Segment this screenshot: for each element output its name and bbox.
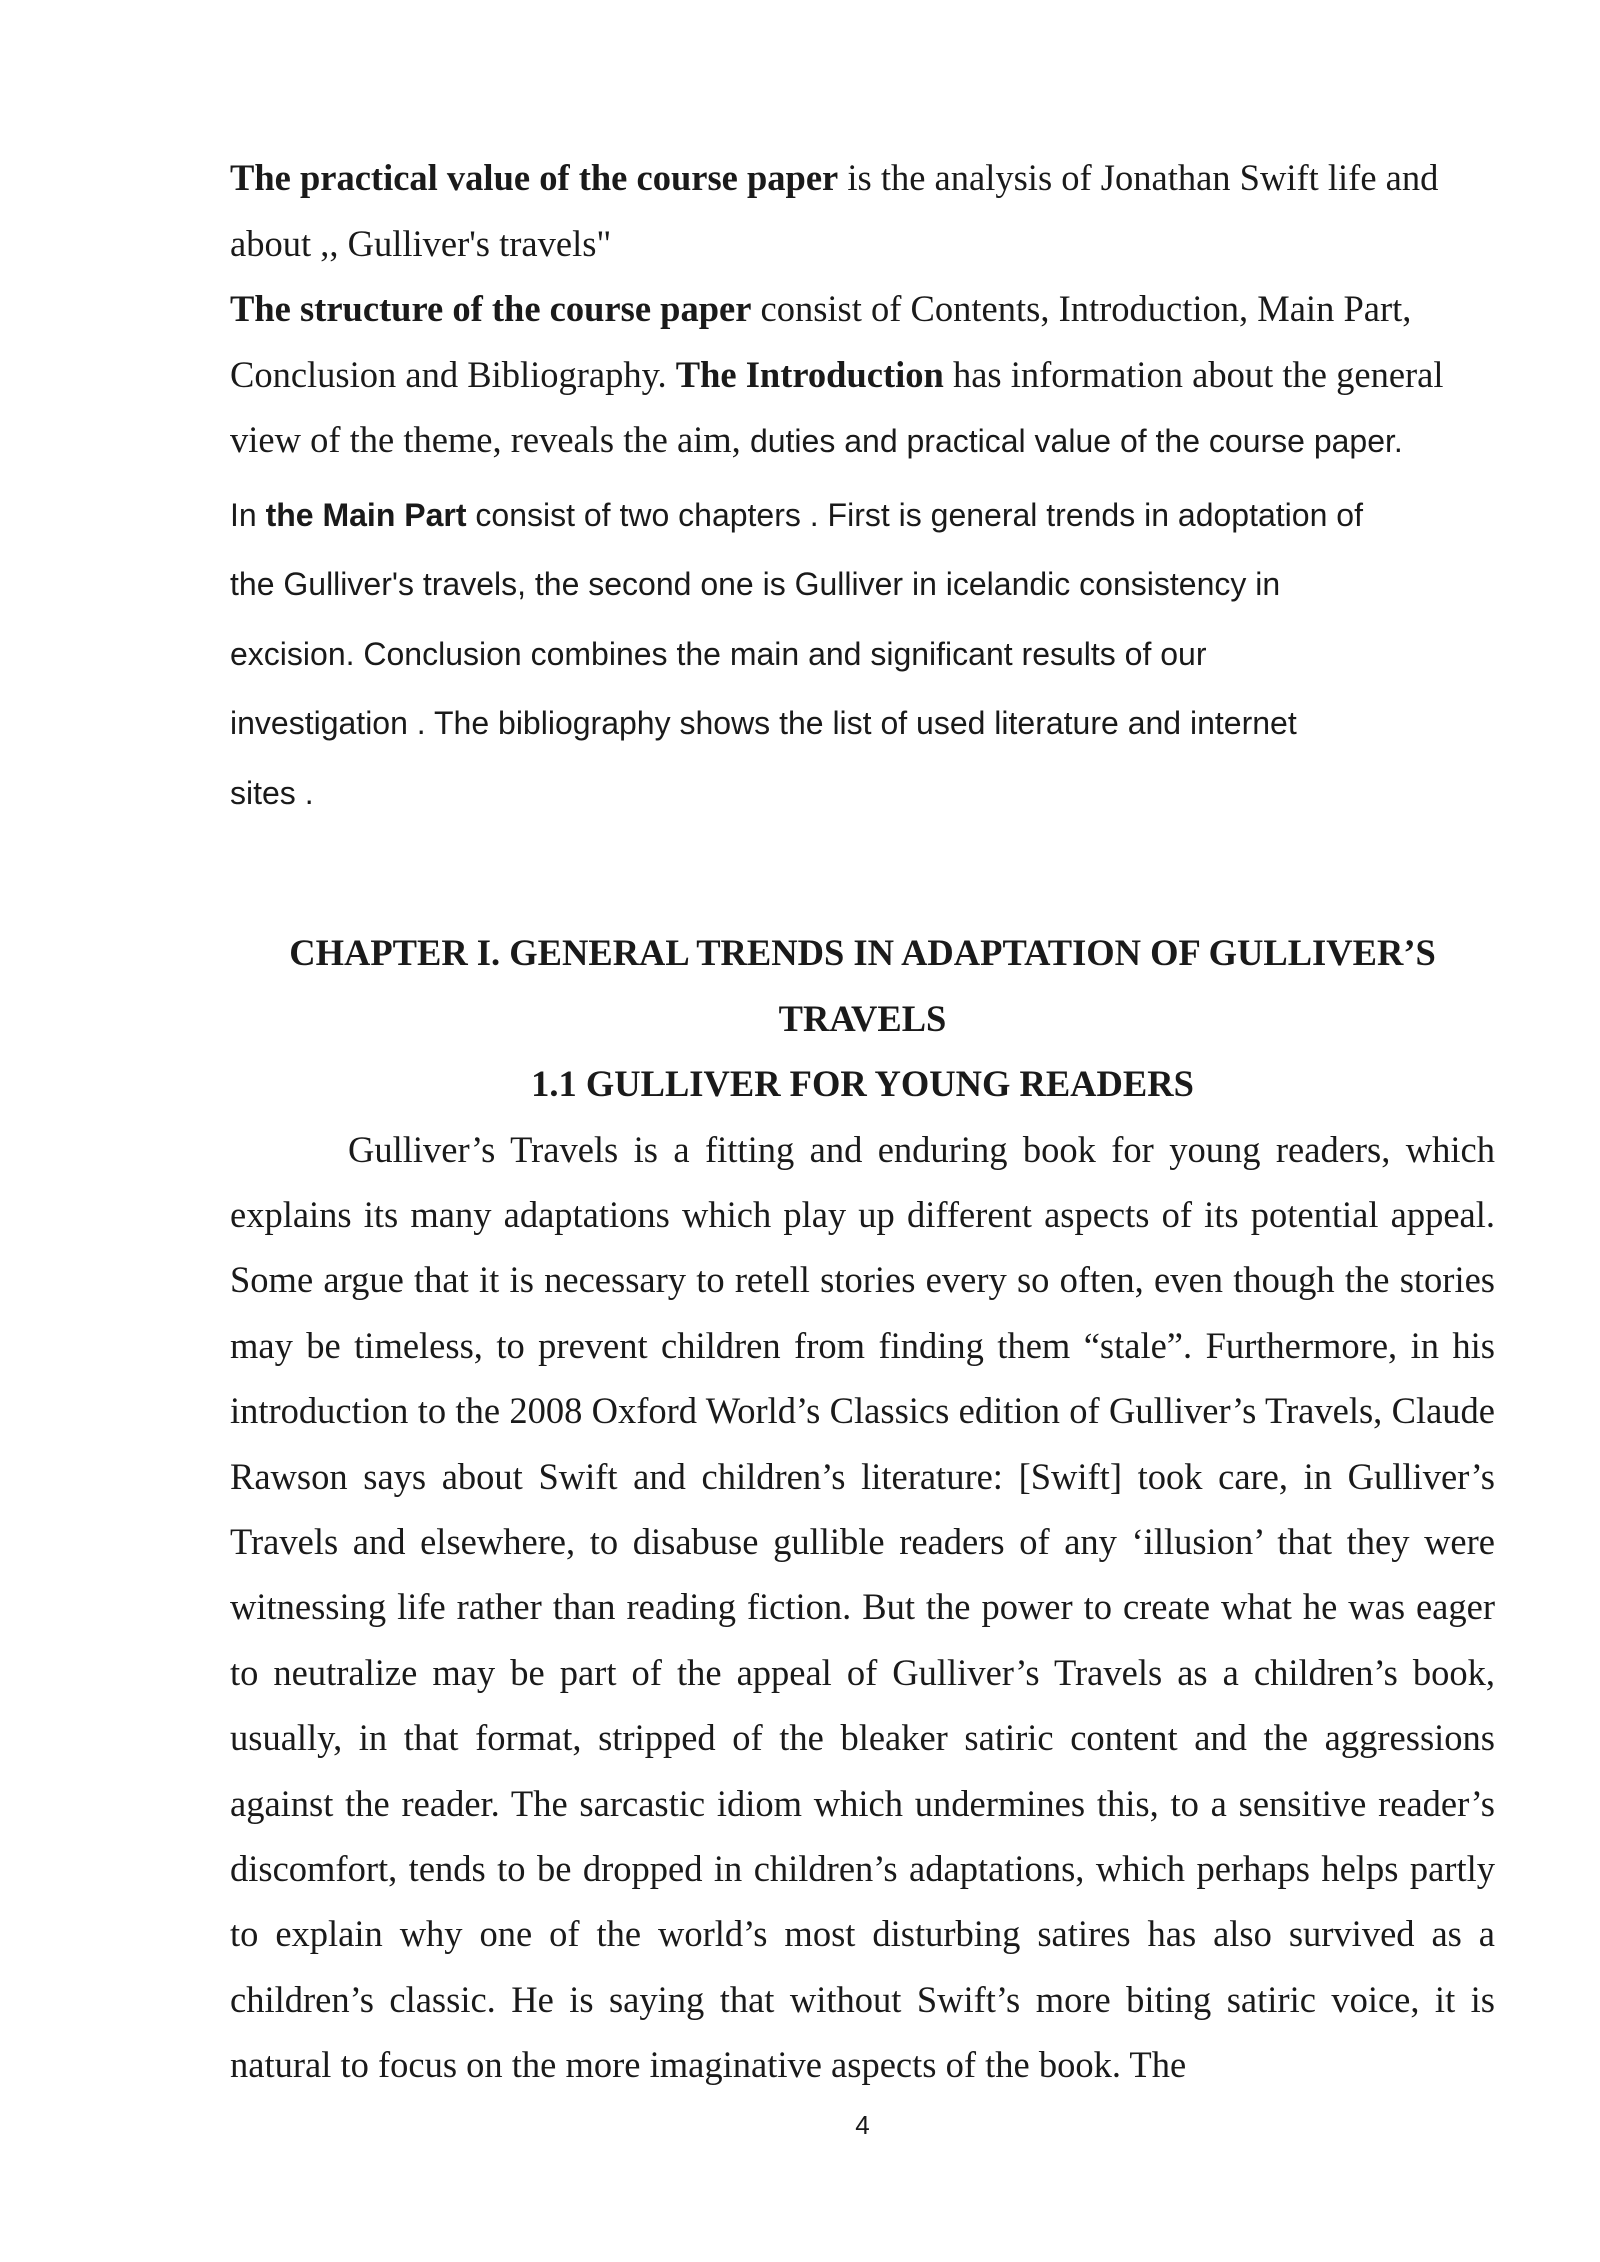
structure-text-2b: has information about the general [943, 353, 1444, 395]
practical-value-text: is the analysis of Jonathan Swift life and [838, 157, 1439, 198]
main-part-prefix: In [230, 496, 266, 533]
intro-block [230, 145, 1495, 828]
main-part-line-4: investigation . The bibliography shows the list of used literature and internet [230, 705, 1297, 741]
main-part-line-3: excision. Conclusion combines the main and significant results of our [230, 635, 1207, 672]
introduction-label: The Introduction [675, 353, 944, 395]
structure-label: The structure of the course paper [230, 288, 752, 329]
structure-text-2a: Conclusion and Bibliography. [230, 353, 676, 395]
structure-text-3a: view of the theme, reveals the aim, [230, 419, 750, 460]
page-number: 4 [855, 2110, 870, 2140]
structure-line-1 [230, 276, 1495, 342]
structure-line-3 [230, 407, 1495, 481]
chapter-title-line-1: CHAPTER I. GENERAL TRENDS IN ADAPTATION OF GULLIVER’S [289, 932, 1436, 973]
chapter-heading [230, 920, 1495, 1117]
main-part-label: the Main Part [265, 496, 467, 533]
main-part-line-2: the Gulliver's travels, the second one is Gulliver in icelandic consistency in [230, 566, 1281, 602]
main-part-line-5: sites . [230, 774, 314, 811]
structure-line-2 [230, 342, 1495, 408]
main-part-text: consist of two chapters . First is general trends in adoptation of [466, 496, 1363, 533]
practical-value-line-2: about ,, Gulliver's travels" [230, 222, 612, 264]
body-paragraph: Gulliver’s Travels is a fitting and enduring book for young readers, which explains its many adaptations which play up different aspects of its potential appeal. Some argue that it is necessary to retell stories every so often, even though the stories may be timeless, to prevent children from finding them “stale”. Furthermore, in his introduction to the 2008 Oxford World’s Classics edition of Gulliver’s Travels, Claude Rawson says about Swift and children’s literature: [Swift] took care, in Gulliver’s Travels and elsewhere, to disabuse gullible readers of any ‘illusion’ that they were witnessing life rather than reading fiction. But the power to create what he was eager to neutralize may be part of the appeal of Gulliver’s Travels as a children’s book, usually, in that format, stripped of the bleaker satiric content and the aggressions against the reader. The sarcastic idiom which undermines this, to a sensitive reader’s discomfort, tends to be dropped in children’s adaptations, which perhaps helps partly to explain why one of the world’s most disturbing satires has also survived as a children’s classic. He is saying that without Swift’s more biting satiric voice, it is natural to focus on the more imaginative aspects of the book. The [230, 1128, 1495, 2086]
practical-value-line-1 [230, 145, 1495, 211]
section-title: 1.1 GULLIVER FOR YOUNG READERS [531, 1063, 1194, 1104]
chapter-title-line-2: TRAVELS [778, 997, 947, 1039]
practical-value-label: The practical value of the course paper [230, 157, 839, 198]
page-content [230, 145, 1495, 2098]
structure-text-3b: duties and practical value of the course paper. [749, 423, 1403, 459]
structure-text: consist of Contents, Introduction, Main Part, [751, 288, 1412, 329]
main-part-line-1 [230, 481, 1495, 551]
